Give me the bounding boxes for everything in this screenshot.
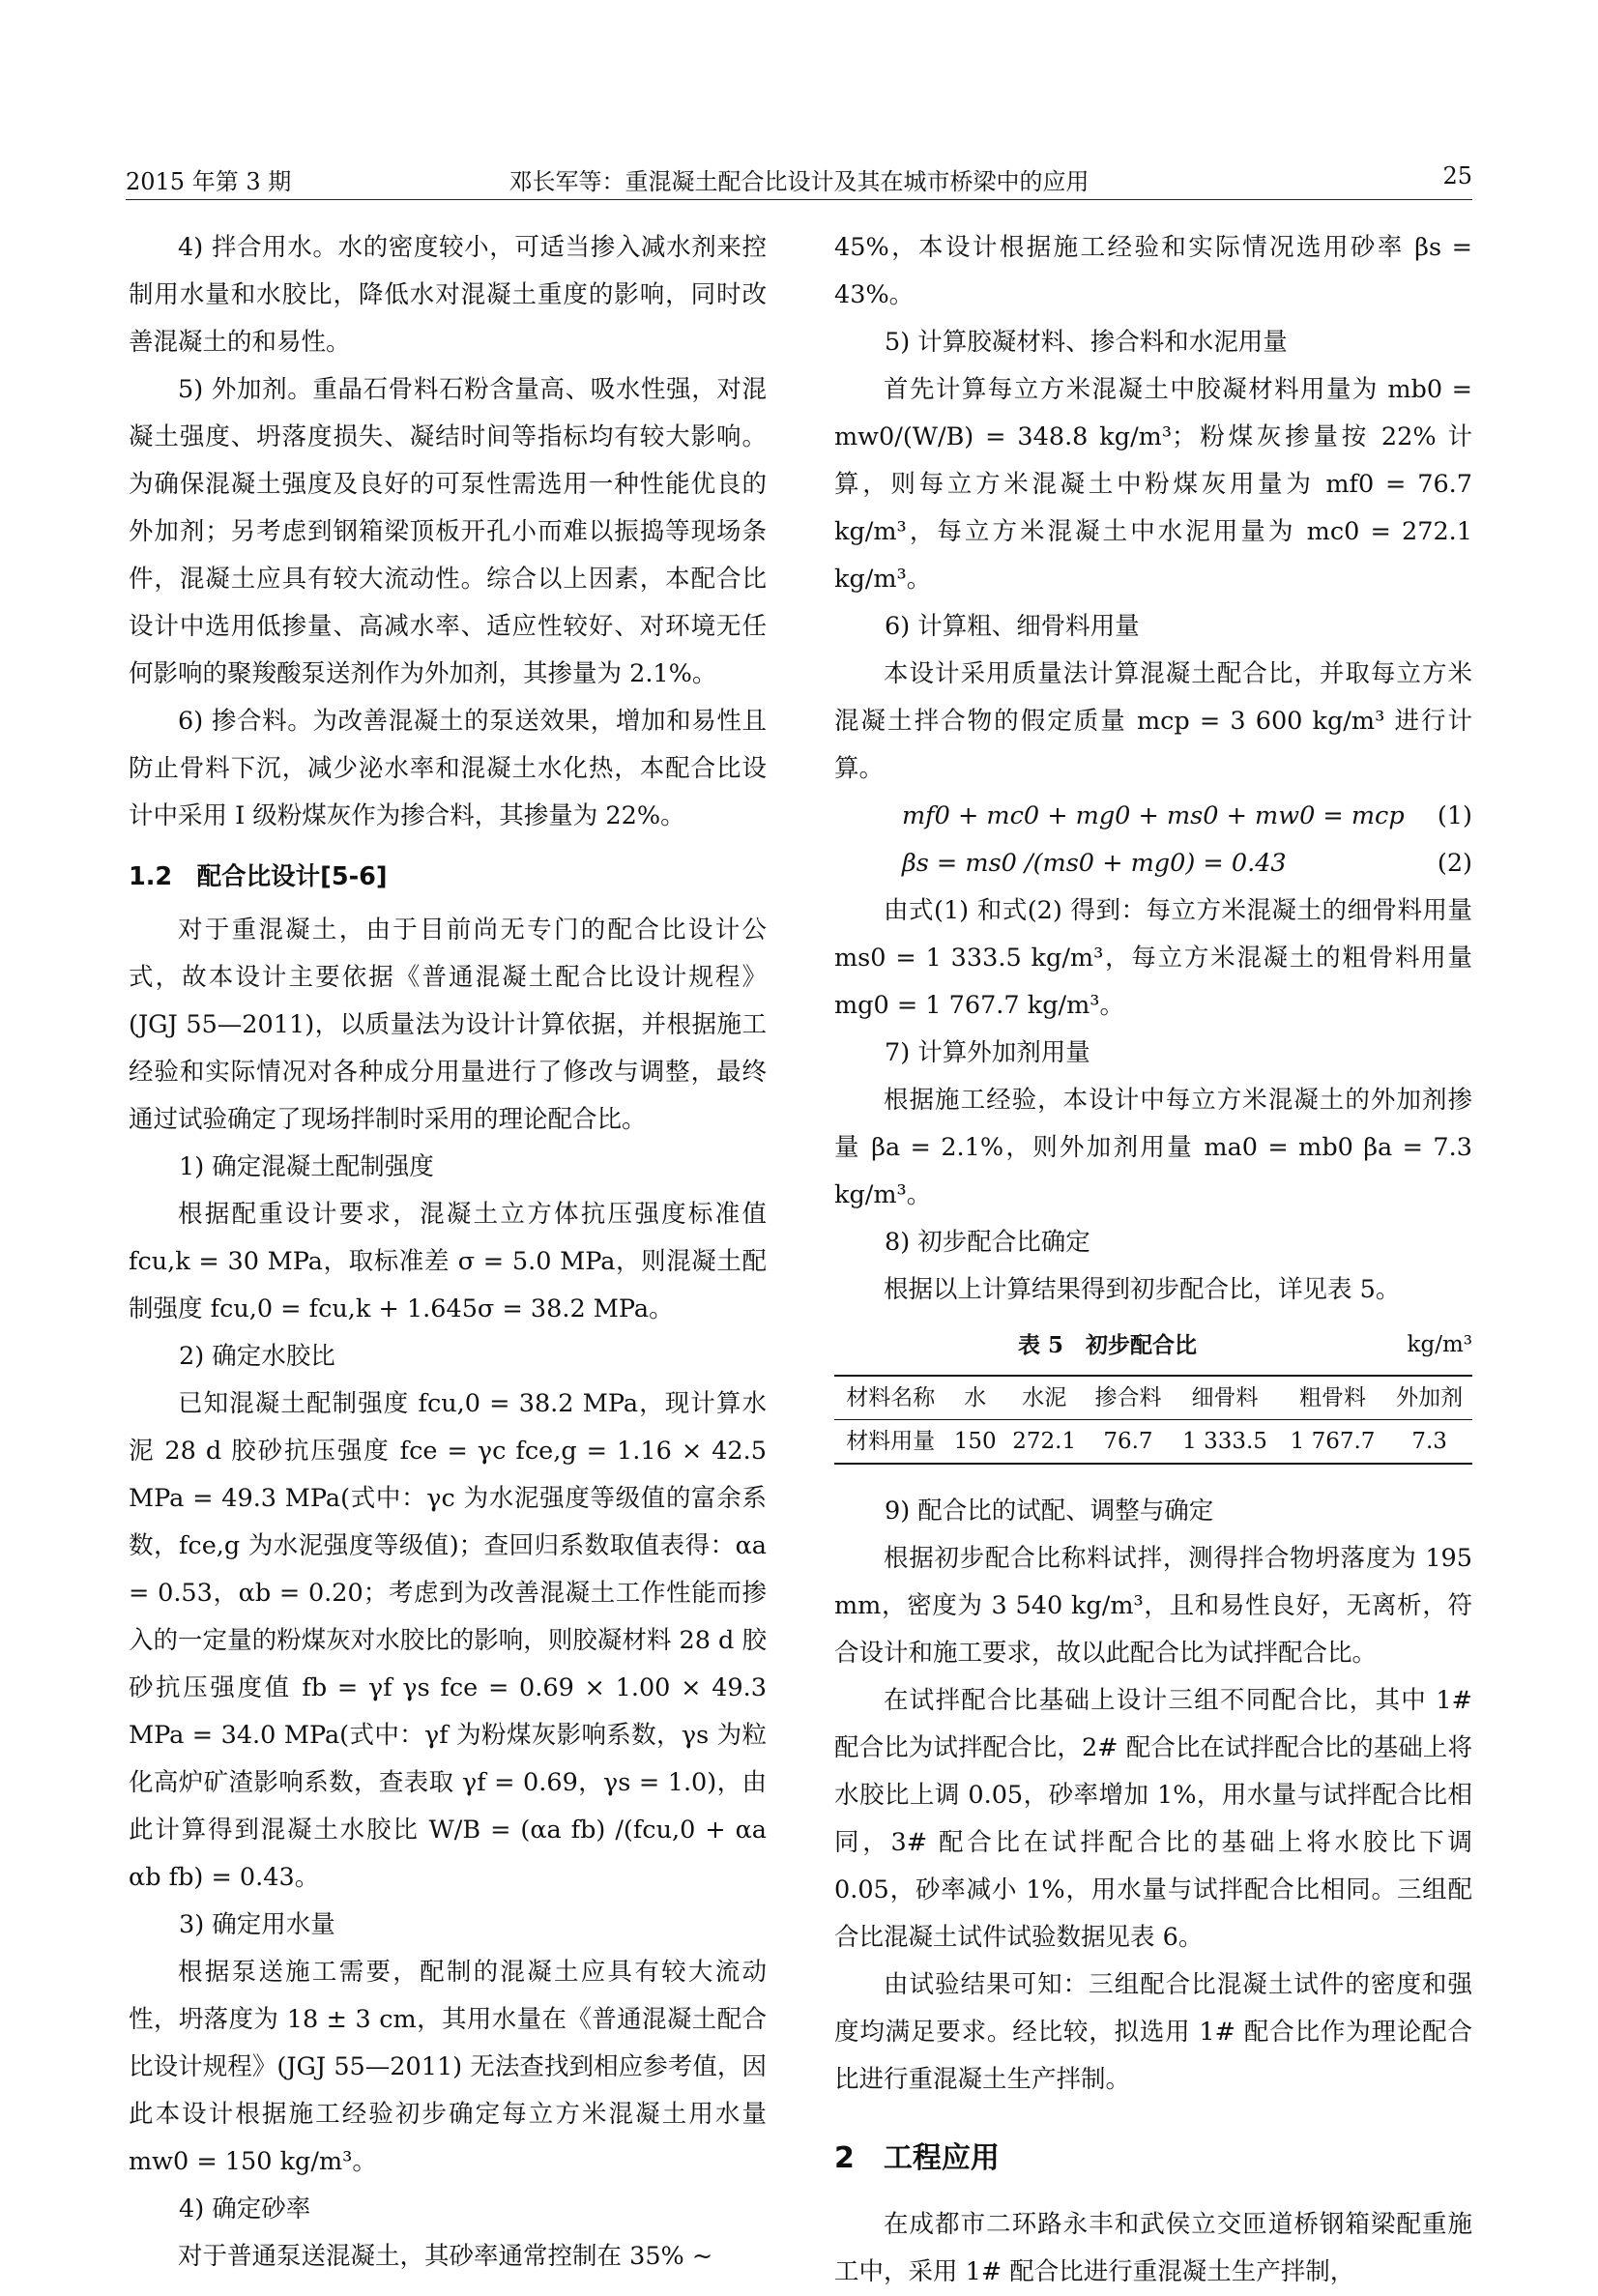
paragraph-trial-mix: 根据初步配合比称料试拌，测得拌合物坍落度为 195 mm，密度为 3 540 kg/m³，且和易性良好，无离析，符合设计和施工要求，故以此配合比为试拌配合比。	[834, 1544, 1472, 1668]
table-header-cell: 水泥	[1022, 1385, 1067, 1410]
table-cell: 76.7	[1103, 1429, 1153, 1454]
table-5-caption-row	[834, 1322, 1472, 1369]
paragraph-water-binder: 已知混凝土配制强度 fcu,0 = 38.2 MPa，现计算水泥 28 d 胶砂抗压强度 fce = γc fce,g = 1.16 × 42.5 MPa = 49.3 MPa(式中：γc 为水泥强度等级值的富余系数，fce,g 为水泥强度等级值)；查回归系数取值表得：αa = 0.53，αb = 0.20；考虑到为改善混凝土工作性能而掺入的一定量的粉煤灰对水胶比的影响，则胶凝材料 28 d 胶砂抗压强度值 fb = γf γs fce = 0.69 × 1.00 × 49.3 MPa = 34.0 MPa(式中：γf 为粉煤灰影响系数，γs 为粒化高炉矿渣影响系数，查表取 γf = 0.69，γs = 1.0)，由此计算得到混凝土水胶比 W/B = (αa fb) /(fcu,0 + αa αb fb) = 0.43。	[129, 1389, 767, 1892]
paragraph-mix-design-intro: 对于重混凝土，由于目前尚无专门的配合比设计公式，故本设计主要依据《普通混凝土配合比设计规程》(JGJ 55—2011)，以质量法为设计计算依据，并根据施工经验和实际情况对各种成分用量进行了修改与调整，最终通过试验确定了现场拌制时采用的理论配合比。	[129, 915, 767, 1134]
paragraph-strength: 根据配重设计要求，混凝土立方体抗压强度标准值 fcu,k = 30 MPa，取标准差 σ = 5.0 MPa，则混凝土配制强度 fcu,0 = fcu,k + 1.645σ = 38.2 MPa。	[129, 1200, 767, 1323]
step-heading-2: 2) 确定水胶比	[179, 1342, 335, 1371]
paragraph-aggregate-results: 由式(1) 和式(2) 得到：每立方米混凝土的细骨料用量 ms0 = 1 333.5 kg/m³，每立方米混凝土的粗骨料用量 mg0 = 1 767.7 kg/m³。	[834, 896, 1472, 1020]
paragraph-three-mixes: 在试拌配合比基础上设计三组不同配合比，其中 1# 配合比为试拌配合比，2# 配合比在试拌配合比的基础上将水胶比上调 0.05，砂率增加 1%，用水量与试拌配合比相同，3# 配合比在试拌配合比的基础上将水胶比下调 0.05，砂率减小 1%，用水量与试拌配合比相同。三组配合比混凝土试件试验数据见表 6。	[834, 1686, 1472, 1952]
equation-2-number: (2)	[1437, 849, 1472, 878]
left-column	[129, 224, 767, 2281]
table-5	[834, 1375, 1472, 1465]
section-heading-1-2: 1.2 配合比设计[5-6]	[129, 862, 388, 891]
running-title: 邓长军等：重混凝土配合比设计及其在城市桥梁中的应用	[508, 168, 1090, 195]
paragraph-initial-mix: 根据以上计算结果得到初步配合比，详见表 5。	[884, 1275, 1401, 1304]
table-header-cell: 掺合料	[1094, 1385, 1162, 1410]
step-heading-6: 6) 计算粗、细骨料用量	[885, 612, 1140, 641]
step-heading-8: 8) 初步配合比确定	[885, 1228, 1090, 1257]
table-header-cell: 外加剂	[1396, 1385, 1464, 1410]
table-header-row	[834, 1376, 1472, 1420]
section-heading-2: 2 工程应用	[834, 2141, 1000, 2175]
page-number: 25	[1442, 162, 1472, 189]
equation-2	[834, 840, 1472, 887]
right-column	[834, 224, 1472, 2296]
equation-1-body: mf0 + mc0 + mg0 + ms0 + mw0 = mcp	[902, 801, 1405, 830]
table-5-caption: 表 5 初步配合比	[1018, 1332, 1198, 1358]
step-heading-3: 3) 确定用水量	[179, 1910, 335, 1939]
header-rule	[126, 199, 1472, 200]
step-heading-5: 5) 计算胶凝材料、掺合料和水泥用量	[885, 328, 1288, 357]
equation-1-number: (1)	[1437, 801, 1472, 830]
step-heading-9: 9) 配合比的试配、调整与确定	[885, 1497, 1214, 1526]
equation-2-body: βs = ms0 /(ms0 + mg0) = 0.43	[902, 849, 1287, 878]
table-cell: 材料用量	[846, 1429, 936, 1454]
table-header-cell: 水	[964, 1385, 987, 1410]
paragraph-sand-ratio: 对于普通泵送混凝土，其砂率通常控制在 35% ~	[178, 2242, 713, 2271]
table-5-unit: kg/m³	[1407, 1332, 1472, 1357]
paragraph-mineral-admixture: 6) 掺合料。为改善混凝土的泵送效果，增加和易性且防止骨料下沉，减少泌水率和混凝土水化热，本配合比设计中采用 Ⅰ 级粉煤灰作为掺合料，其掺量为 22%。	[129, 707, 767, 830]
table-header-cell: 材料名称	[846, 1385, 936, 1410]
paragraph-admixture: 5) 外加剂。重晶石骨料石粉含量高、吸水性强，对混凝土强度、坍落度损失、凝结时间等指标均有较大影响。为确保混凝土强度及良好的可泵性需选用一种性能优良的外加剂；另考虑到钢箱梁顶板开孔小而难以振捣等现场条件，混凝土应具有较大流动性。综合以上因素，本配合比设计中选用低掺量、高减水率、适应性较好、对环境无任何影响的聚羧酸泵送剂作为外加剂，其掺量为 2.1%。	[129, 375, 767, 688]
paragraph-water-content: 根据泵送施工需要，配制的混凝土应具有较大流动性，坍落度为 18 ± 3 cm，其用水量在《普通混凝土配合比设计规程》(JGJ 55—2011) 无法查找到相应参考值，因此本设计根据施工经验初步确定每立方米混凝土用水量 mw0 = 150 kg/m³。	[129, 1958, 767, 2176]
table-row	[834, 1420, 1472, 1465]
table-cell: 1 767.7	[1290, 1429, 1376, 1454]
paragraph-mixing-water: 4) 拌合用水。水的密度较小，可适当掺入减水剂来控制用水量和水胶比，降低水对混凝土重度的影响，同时改善混凝土的和易性。	[129, 233, 767, 357]
journal-issue: 2015 年第 3 期	[126, 168, 292, 195]
paragraph-engineering-application: 在成都市二环路永丰和武侯立交匝道桥钢箱梁配重施工中，采用 1# 配合比进行重混凝土生产拌制，	[834, 2210, 1472, 2286]
table-header-cell: 细骨料	[1191, 1385, 1259, 1410]
table-cell: 7.3	[1411, 1429, 1447, 1454]
step-heading-4: 4) 确定砂率	[179, 2194, 311, 2223]
step-heading-7: 7) 计算外加剂用量	[885, 1038, 1090, 1067]
step-heading-1: 1) 确定混凝土配制强度	[179, 1152, 434, 1181]
paragraph-binder-content: 首先计算每立方米混凝土中胶凝材料用量为 mb0 = mw0/(W/B) = 348.8 kg/m³；粉煤灰掺量按 22% 计算，则每立方米混凝土中粉煤灰用量为 mf0 = 76.7 kg/m³，每立方米混凝土中水泥用量为 mc0 = 272.1 kg/m³。	[834, 375, 1472, 594]
table-cell: 272.1	[1012, 1429, 1077, 1454]
paragraph-admixture-dosage: 根据施工经验，本设计中每立方米混凝土的外加剂掺量 βa = 2.1%，则外加剂用量 ma0 = mb0 βa = 7.3 kg/m³。	[834, 1086, 1472, 1209]
table-header-cell: 粗骨料	[1299, 1385, 1367, 1410]
table-cell: 1 333.5	[1182, 1429, 1267, 1454]
paragraph-aggregate-method: 本设计采用质量法计算混凝土配合比，并取每立方米混凝土拌合物的假定质量 mcp = 3 600 kg/m³ 进行计算。	[834, 659, 1472, 783]
equation-1	[834, 793, 1472, 840]
paragraph-sand-ratio-cont: 45%，本设计根据施工经验和实际情况选用砂率 βs = 43%。	[834, 233, 1472, 309]
paragraph-test-conclusion: 由试验结果可知：三组配合比混凝土试件的密度和强度均满足要求。经比较，拟选用 1# 配合比作为理论配合比进行重混凝土生产拌制。	[834, 1970, 1472, 2094]
table-cell: 150	[953, 1429, 997, 1454]
running-header	[126, 162, 1472, 201]
